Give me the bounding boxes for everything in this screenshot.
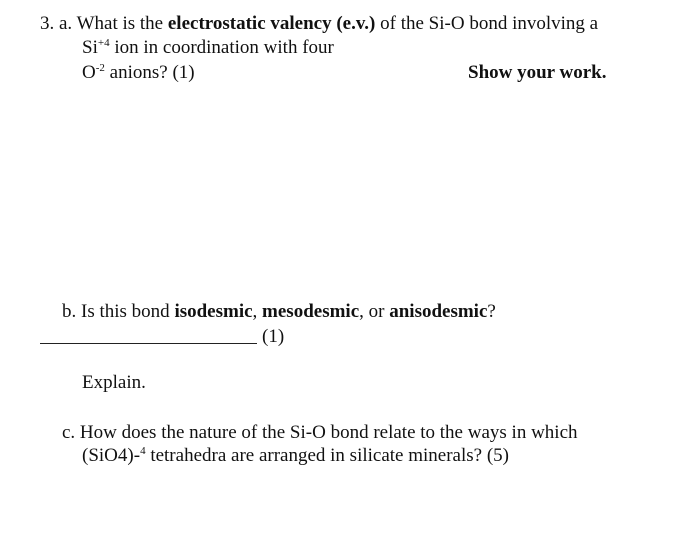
question-3a-line-1 xyxy=(40,14,598,33)
question-3a-line-3 xyxy=(82,63,195,82)
question-3b-line-1 xyxy=(62,302,496,321)
separator-2: , or xyxy=(359,301,390,322)
question-3a-line-2-text: ion in coordination with four xyxy=(109,37,334,58)
question-3a-line-2 xyxy=(82,38,334,57)
question-3c-line-2 xyxy=(82,446,509,465)
o-symbol: O xyxy=(82,62,96,83)
isodesmic-term: isodesmic xyxy=(174,301,253,322)
show-your-work-text: Show your work. xyxy=(468,62,607,83)
question-3c-line-1: c. How does the nature of the Si-O bond relate to the ways in which xyxy=(62,422,578,443)
question-3b-prefix: b. Is this bond xyxy=(62,301,175,322)
separator-1: , xyxy=(252,301,263,322)
silicate-charge: 4 xyxy=(140,445,146,457)
si-charge: +4 xyxy=(97,37,110,49)
question-3a-prefix: 3. a. What is the xyxy=(40,13,168,34)
o-charge: -2 xyxy=(95,62,105,74)
mesodesmic-term: mesodesmic xyxy=(262,301,360,322)
answer-blank-line xyxy=(40,343,257,344)
explain-label: Explain. xyxy=(82,372,146,393)
si-symbol: Si xyxy=(82,37,98,58)
question-3c-line-2-text: tetrahedra are arranged in silicate minerals? (5) xyxy=(145,445,510,466)
question-3b-points: (1) xyxy=(262,326,285,347)
show-your-work-label xyxy=(468,63,606,82)
silicate-formula: (SiO4)- xyxy=(82,445,141,466)
question-3a-suffix: of the Si-O bond involving a xyxy=(375,13,599,34)
anisodesmic-term: anisodesmic xyxy=(389,301,488,322)
question-3a-line-3-text: anions? (1) xyxy=(104,62,195,83)
electrostatic-valency-term: electrostatic valency (e.v.) xyxy=(167,13,376,34)
question-3b-suffix: ? xyxy=(487,301,496,322)
